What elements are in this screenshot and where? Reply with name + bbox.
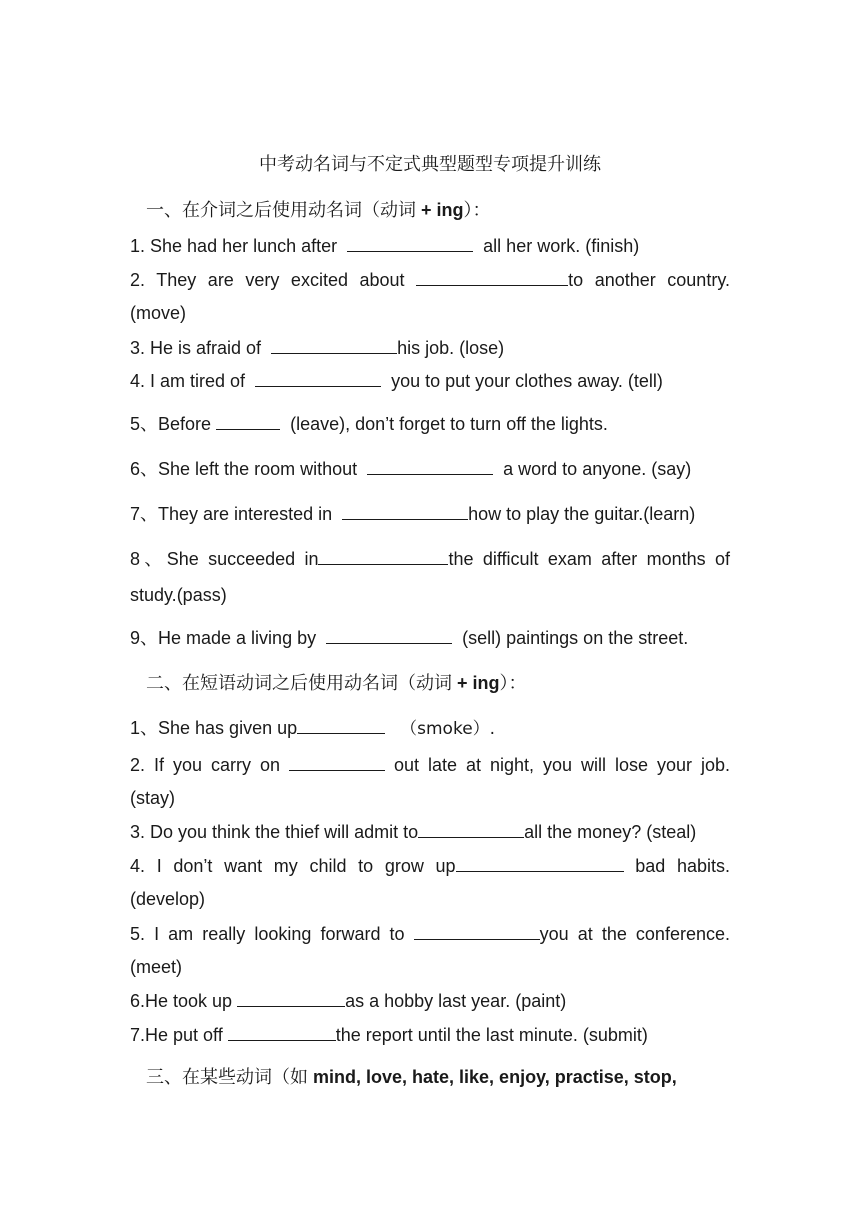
section-2-heading bbox=[146, 669, 527, 695]
question-text: 3. He is afraid of bbox=[130, 338, 262, 358]
question-1-8 bbox=[130, 545, 730, 571]
question-text: 2. If you carry on bbox=[130, 755, 280, 775]
question-2-4 bbox=[130, 855, 730, 877]
question-text: 2. They are very excited about bbox=[130, 270, 405, 290]
answer-blank[interactable] bbox=[271, 337, 397, 354]
question-1-5 bbox=[130, 410, 730, 436]
answer-blank[interactable] bbox=[326, 627, 452, 644]
question-2-2 bbox=[130, 754, 730, 776]
answer-blank[interactable] bbox=[416, 269, 568, 286]
question-2-7 bbox=[130, 1024, 730, 1046]
question-text: 6.He took up bbox=[130, 991, 233, 1011]
question-2-4-wrap: (develop) bbox=[130, 889, 206, 909]
question-text: 9、He made a living by bbox=[130, 628, 317, 648]
question-2-2-wrap: (stay) bbox=[130, 788, 175, 808]
question-text: out late at night, you will lose your job. bbox=[393, 755, 730, 775]
question-text: as a hobby last year. (paint) bbox=[345, 991, 567, 1011]
question-text: （smoke）. bbox=[400, 719, 496, 739]
question-text: 3. Do you think the thief will admit to bbox=[130, 822, 419, 842]
question-text: 8、She succeeded in bbox=[130, 549, 319, 569]
question-text: how to play the guitar.(learn) bbox=[468, 504, 696, 524]
question-text: 7、They are interested in bbox=[130, 504, 333, 524]
section-3-heading bbox=[146, 1063, 677, 1089]
question-text: 4. I am tired of bbox=[130, 371, 246, 391]
answer-blank[interactable] bbox=[342, 503, 468, 520]
question-2-5 bbox=[130, 923, 730, 945]
question-text: 1、She has given up bbox=[130, 718, 298, 738]
heading-bold-text: + ing bbox=[416, 200, 464, 220]
question-text: his job. (lose) bbox=[397, 338, 505, 358]
answer-blank[interactable] bbox=[289, 754, 385, 771]
question-1-2 bbox=[130, 269, 730, 291]
question-text: all her work. (finish) bbox=[483, 236, 640, 256]
heading-text: 三、在某些动词（如 bbox=[146, 1067, 308, 1088]
answer-blank[interactable] bbox=[237, 990, 345, 1007]
question-1-4 bbox=[130, 370, 730, 392]
question-text: 1. She had her lunch after bbox=[130, 236, 338, 256]
heading-suffix: ）： bbox=[463, 200, 491, 221]
question-2-6 bbox=[130, 990, 730, 1012]
question-text: 5、Before bbox=[130, 414, 212, 434]
question-1-2-wrap: (move) bbox=[130, 303, 187, 323]
question-1-3 bbox=[130, 337, 730, 359]
question-text: 5. I am really looking forward to bbox=[130, 924, 405, 944]
question-text: you at the conference. bbox=[539, 924, 730, 944]
answer-blank[interactable] bbox=[414, 923, 540, 940]
answer-blank[interactable] bbox=[216, 413, 280, 430]
answer-blank[interactable] bbox=[347, 235, 473, 252]
section-1-heading bbox=[146, 196, 491, 222]
question-1-6 bbox=[130, 455, 730, 481]
question-text: 4. I don’t want my child to grow up bbox=[130, 856, 456, 876]
question-2-3 bbox=[130, 821, 730, 843]
answer-blank[interactable] bbox=[367, 458, 493, 475]
answer-blank[interactable] bbox=[228, 1024, 336, 1041]
question-text: (sell) paintings on the street. bbox=[462, 628, 689, 648]
question-text: (leave), don’t forget to turn off the lights. bbox=[290, 414, 608, 434]
heading-bold-text: mind, love, hate, like, enjoy, practise, stop, bbox=[308, 1067, 677, 1087]
question-text: bad habits. bbox=[635, 856, 730, 876]
answer-blank[interactable] bbox=[255, 370, 381, 387]
question-text: the difficult exam after months of bbox=[448, 549, 730, 569]
page-title: 中考动名词与不定式典型题型专项提升训练 bbox=[259, 154, 601, 175]
question-text: the report until the last minute. (submit) bbox=[335, 1025, 648, 1045]
answer-blank[interactable] bbox=[418, 821, 524, 838]
answer-blank[interactable] bbox=[297, 717, 385, 734]
question-text: to another country. bbox=[568, 270, 730, 290]
heading-bold-text: + ing bbox=[452, 673, 500, 693]
question-1-8-wrap: study.(pass) bbox=[130, 585, 227, 605]
heading-text: 一、在介词之后使用动名词（动词 bbox=[146, 200, 416, 221]
question-text: 6、She left the room without bbox=[130, 459, 358, 479]
question-text: 7.He put off bbox=[130, 1025, 223, 1045]
heading-suffix: ）： bbox=[499, 673, 527, 694]
question-text: you to put your clothes away. (tell) bbox=[391, 371, 663, 391]
answer-blank[interactable] bbox=[456, 855, 624, 872]
answer-blank[interactable] bbox=[318, 548, 448, 565]
heading-text: 二、在短语动词之后使用动名词（动词 bbox=[146, 673, 452, 694]
question-1-1 bbox=[130, 235, 730, 257]
question-text: all the money? (steal) bbox=[524, 822, 697, 842]
question-2-5-wrap: (meet) bbox=[130, 957, 183, 977]
question-1-9 bbox=[130, 624, 730, 650]
question-text: a word to anyone. (say) bbox=[503, 459, 692, 479]
question-1-7 bbox=[130, 500, 730, 526]
question-2-1 bbox=[130, 714, 730, 740]
